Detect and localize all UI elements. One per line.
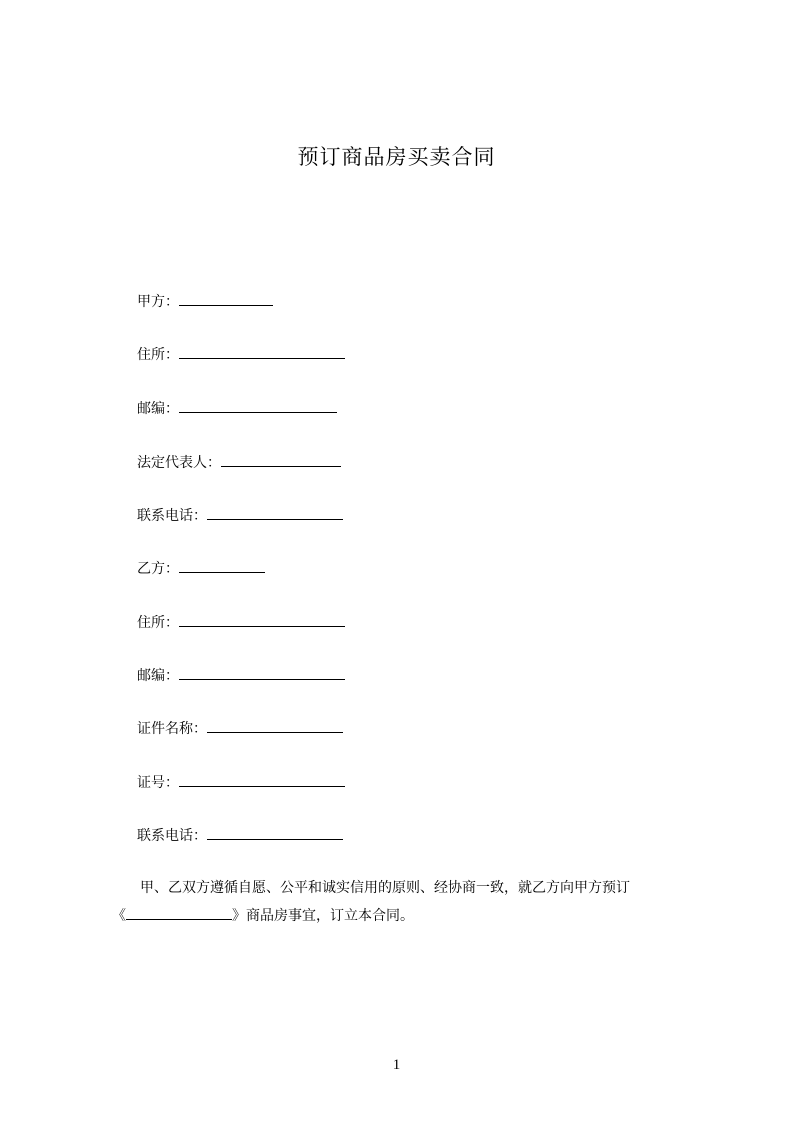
party-a-legal-rep-blank[interactable] <box>221 452 341 467</box>
party-a-postcode-blank[interactable] <box>179 398 337 413</box>
party-b-name-field <box>137 558 265 579</box>
party-b-id-number-field <box>137 772 345 793</box>
preamble-line-2 <box>112 905 722 926</box>
party-a-postcode-field <box>137 398 337 419</box>
party-b-postcode-blank[interactable] <box>179 665 345 680</box>
party-b-phone-label: 联系电话： <box>137 828 207 844</box>
party-b-id-type-label: 证件名称： <box>137 721 207 737</box>
party-a-name-label: 甲方： <box>137 294 179 310</box>
party-a-phone-label: 联系电话： <box>137 508 207 524</box>
party-a-address-label: 住所： <box>137 347 179 363</box>
page-number: 1 <box>392 1057 401 1073</box>
preamble-open-bracket: 《 <box>112 908 126 924</box>
party-a-phone-field <box>137 505 343 526</box>
party-b-phone-blank[interactable] <box>207 825 343 840</box>
party-b-postcode-label: 邮编： <box>137 668 179 684</box>
party-a-name-field <box>137 291 273 312</box>
party-a-address-field <box>137 344 345 365</box>
party-a-name-blank[interactable] <box>179 291 273 306</box>
preamble-line-1: 甲、乙双方遵循自愿、公平和诚实信用的原则、经协商一致，就乙方向甲方预订 <box>140 880 630 896</box>
party-b-name-label: 乙方： <box>137 561 179 577</box>
party-b-name-blank[interactable] <box>179 558 265 573</box>
party-b-address-label: 住所： <box>137 615 179 631</box>
party-a-legal-rep-field <box>137 452 341 473</box>
party-b-phone-field <box>137 825 343 846</box>
party-b-id-number-label: 证号： <box>137 775 179 791</box>
party-a-phone-blank[interactable] <box>207 505 343 520</box>
party-a-address-blank[interactable] <box>179 344 345 359</box>
party-a-postcode-label: 邮编： <box>137 401 179 417</box>
party-b-id-number-blank[interactable] <box>179 772 345 787</box>
party-b-postcode-field <box>137 665 345 686</box>
property-name-blank[interactable] <box>126 905 232 920</box>
party-b-id-type-field <box>137 718 343 739</box>
party-b-address-blank[interactable] <box>179 612 345 627</box>
party-a-legal-rep-label: 法定代表人： <box>137 455 221 471</box>
preamble-close-text: 》商品房事宜，订立本合同。 <box>232 908 414 924</box>
party-b-address-field <box>137 612 345 633</box>
document-title: 预订商品房买卖合同 <box>297 145 496 169</box>
party-b-id-type-blank[interactable] <box>207 718 343 733</box>
